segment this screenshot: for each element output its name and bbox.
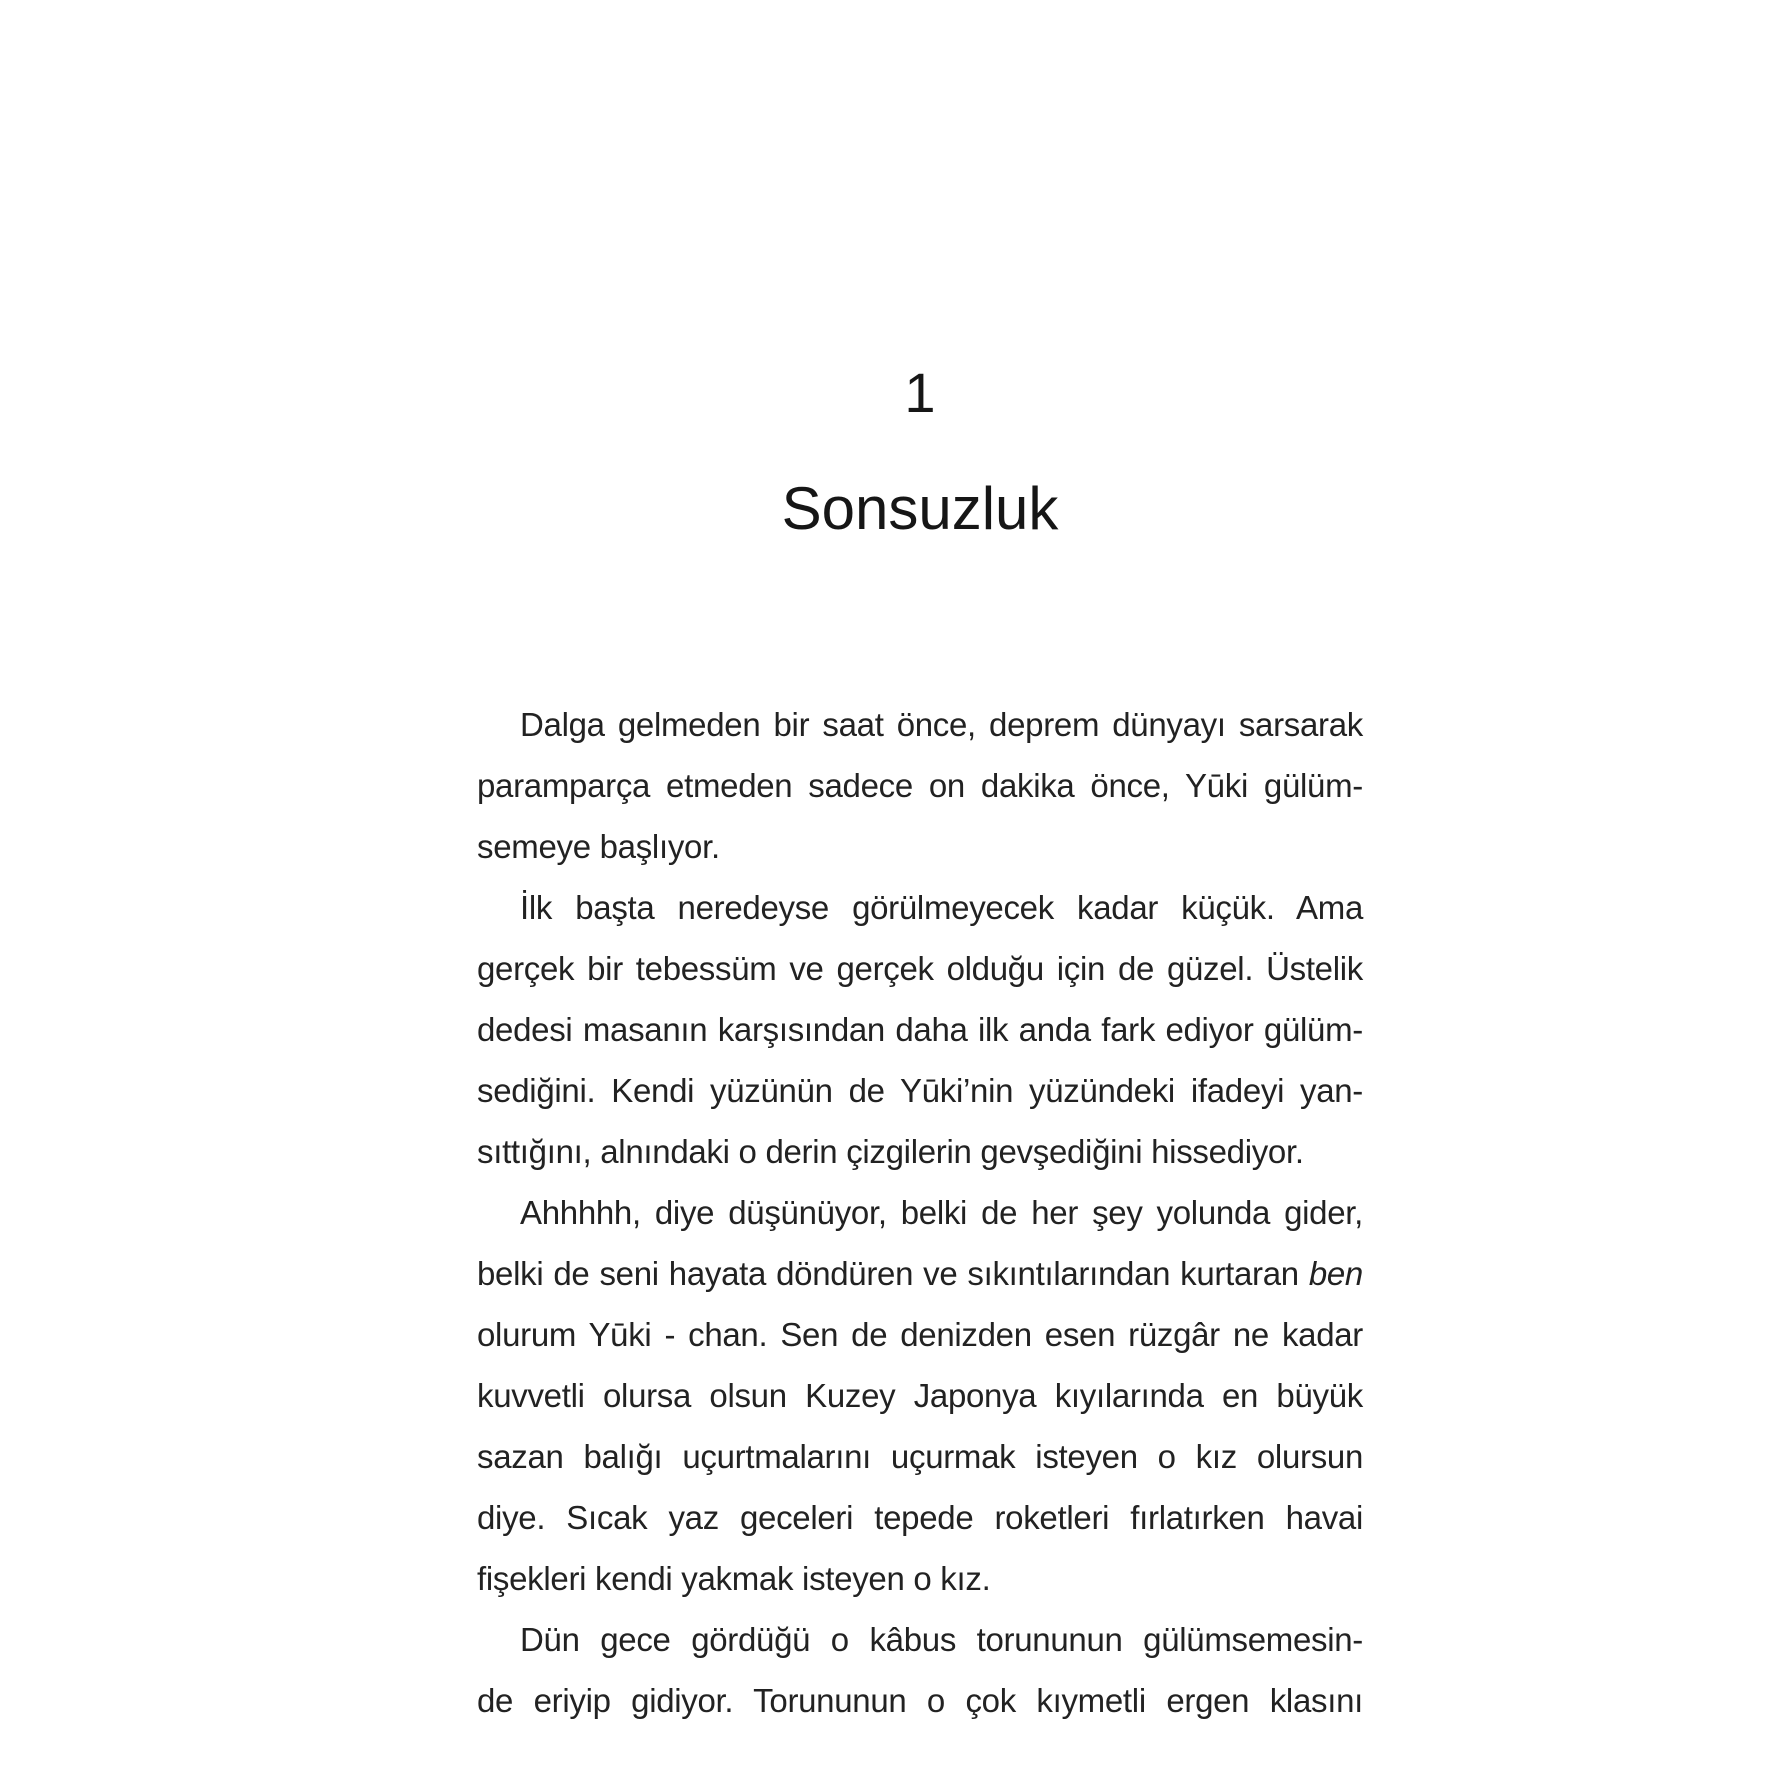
text-line bbox=[477, 1243, 1363, 1304]
text-line: semeye başlıyor. bbox=[477, 828, 720, 865]
paragraph-4 bbox=[477, 1609, 1363, 1731]
text-line: dedesi masanın karşısından daha ilk anda fark ediyor gülüm- bbox=[477, 1011, 1363, 1048]
text-line: gerçek bir tebessüm ve gerçek olduğu için de güzel. Üstelik bbox=[477, 950, 1363, 987]
emphasized-word: ben bbox=[1308, 1255, 1363, 1292]
chapter-text-block bbox=[477, 0, 1363, 1731]
text-line: sediğini. Kendi yüzünün de Yūki’nin yüzündeki ifadeyi yan- bbox=[477, 1072, 1363, 1109]
paragraph-1 bbox=[477, 694, 1363, 877]
text-line: olurum Yūki - chan. Sen de denizden esen rüzgâr ne kadar bbox=[477, 1316, 1363, 1353]
text-line: İlk başta neredeyse görülmeyecek kadar küçük. Ama bbox=[520, 889, 1363, 926]
text-line: Dün gece gördüğü o kâbus torununun gülümsemesin- bbox=[520, 1621, 1363, 1658]
body-text bbox=[477, 694, 1363, 1731]
text-line: fişekleri kendi yakmak isteyen o kız. bbox=[477, 1560, 991, 1597]
chapter-title: Sonsuzluk bbox=[781, 475, 1059, 542]
text-line: Ahhhhh, diye düşünüyor, belki de her şey yolunda gider, bbox=[520, 1194, 1363, 1231]
paragraph-3 bbox=[477, 1182, 1363, 1609]
chapter-number: 1 bbox=[904, 361, 936, 424]
text-line: Dalga gelmeden bir saat önce, deprem dünyayı sarsarak bbox=[520, 706, 1363, 743]
text-line: kuvvetli olursa olsun Kuzey Japonya kıyılarında en büyük bbox=[477, 1377, 1363, 1414]
text-line: sıttığını, alnındaki o derin çizgilerin gevşediğini hissediyor. bbox=[477, 1133, 1304, 1170]
text-line: diye. Sıcak yaz geceleri tepede roketleri fırlatırken havai bbox=[477, 1499, 1363, 1536]
paragraph-2 bbox=[477, 877, 1363, 1182]
text-line: sazan balığı uçurtmalarını uçurmak isteyen o kız olursun bbox=[477, 1438, 1363, 1475]
text-segment: belki de seni hayata döndüren ve sıkıntılarından kurtaran bbox=[477, 1255, 1309, 1292]
text-line: de eriyip gidiyor. Torununun o çok kıymetli ergen klasını bbox=[477, 1682, 1363, 1719]
text-line: paramparça etmeden sadece on dakika önce, Yūki gülüm- bbox=[477, 767, 1363, 804]
